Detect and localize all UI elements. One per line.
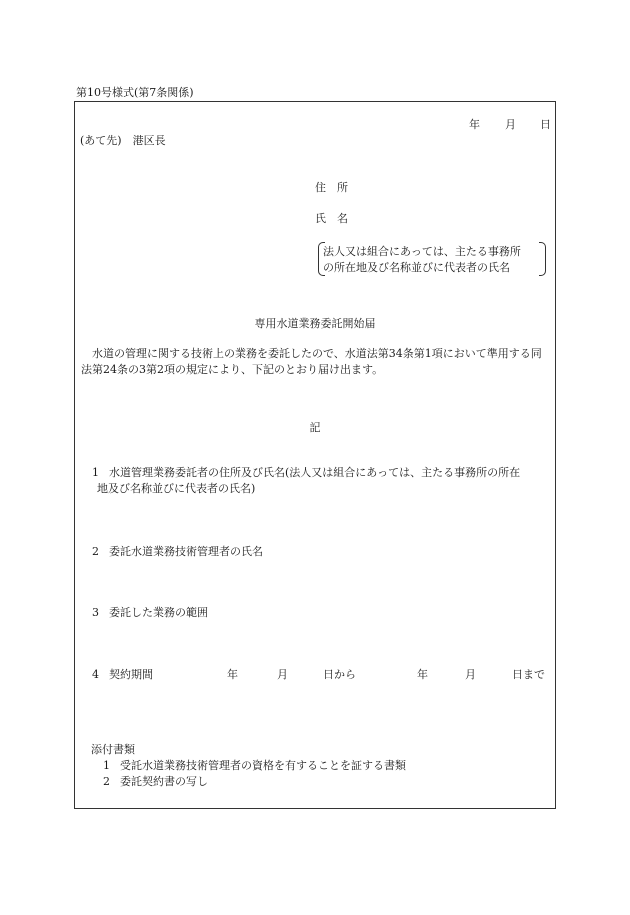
item-1-text-continued: 地及び名称並びに代表者の氏名)	[97, 481, 256, 495]
attachment-item	[103, 758, 406, 774]
attachment-2-text: 委託契約書の写し	[120, 775, 208, 788]
contract-start-month-label: 月	[277, 668, 288, 681]
date-day-label: 日	[540, 118, 551, 131]
contract-end-year-label: 年	[417, 668, 428, 681]
addressee: (あて先) 港区長	[80, 134, 166, 147]
item-1-number: 1	[92, 466, 99, 479]
item-1-text: 水道管理業務委託者の住所及び氏名(法人又は組合にあっては、主たる事務所の所在	[109, 466, 521, 479]
contract-start-day-label: 日から	[323, 668, 356, 681]
applicant-address-label: 住 所	[315, 181, 348, 194]
item-2-number: 2	[92, 545, 99, 558]
attachment-2-number: 2	[103, 775, 110, 788]
corporate-note-line1: 法人又は組合にあっては、主たる事務所	[323, 245, 521, 258]
corporate-note-line2: の所在地及び名称並びに代表者の氏名	[323, 260, 510, 274]
date-month-label: 月	[505, 118, 516, 131]
ki-heading: 記	[309, 421, 321, 434]
contract-end-day-label: 日まで	[512, 668, 545, 681]
applicant-name-label: 氏 名	[315, 212, 348, 225]
item-3	[92, 605, 208, 621]
contract-start-year-label: 年	[227, 668, 238, 681]
item-4-number: 4	[92, 668, 99, 681]
date-year-label: 年	[469, 118, 480, 131]
item-1	[92, 465, 520, 497]
attachments-heading: 添付書類	[91, 743, 135, 756]
item-3-number: 3	[92, 606, 99, 619]
item-2	[92, 544, 263, 560]
item-2-text: 委託水道業務技術管理者の氏名	[109, 545, 263, 558]
item-3-text: 委託した業務の範囲	[109, 606, 208, 619]
attachment-1-number: 1	[103, 759, 110, 772]
corporate-note	[318, 241, 546, 277]
corporate-note-text	[323, 244, 521, 276]
item-4	[92, 667, 153, 683]
right-bracket	[539, 242, 546, 276]
attachment-item	[103, 774, 208, 790]
form-number: 第10号様式(第7条関係)	[76, 86, 194, 99]
attachment-1-text: 受託水道業務技術管理者の資格を有することを証する書類	[120, 759, 406, 772]
body-paragraph: 水道の管理に関する技術上の業務を委託したので、水道法第34条第1項において準用する同法第24条の3第2項の規定により、下記のとおり届け出ます。	[81, 347, 542, 376]
item-4-text: 契約期間	[109, 668, 153, 681]
form-frame	[74, 101, 556, 809]
contract-end-month-label: 月	[465, 668, 476, 681]
document-title: 専用水道業務委託開始届	[254, 317, 376, 330]
